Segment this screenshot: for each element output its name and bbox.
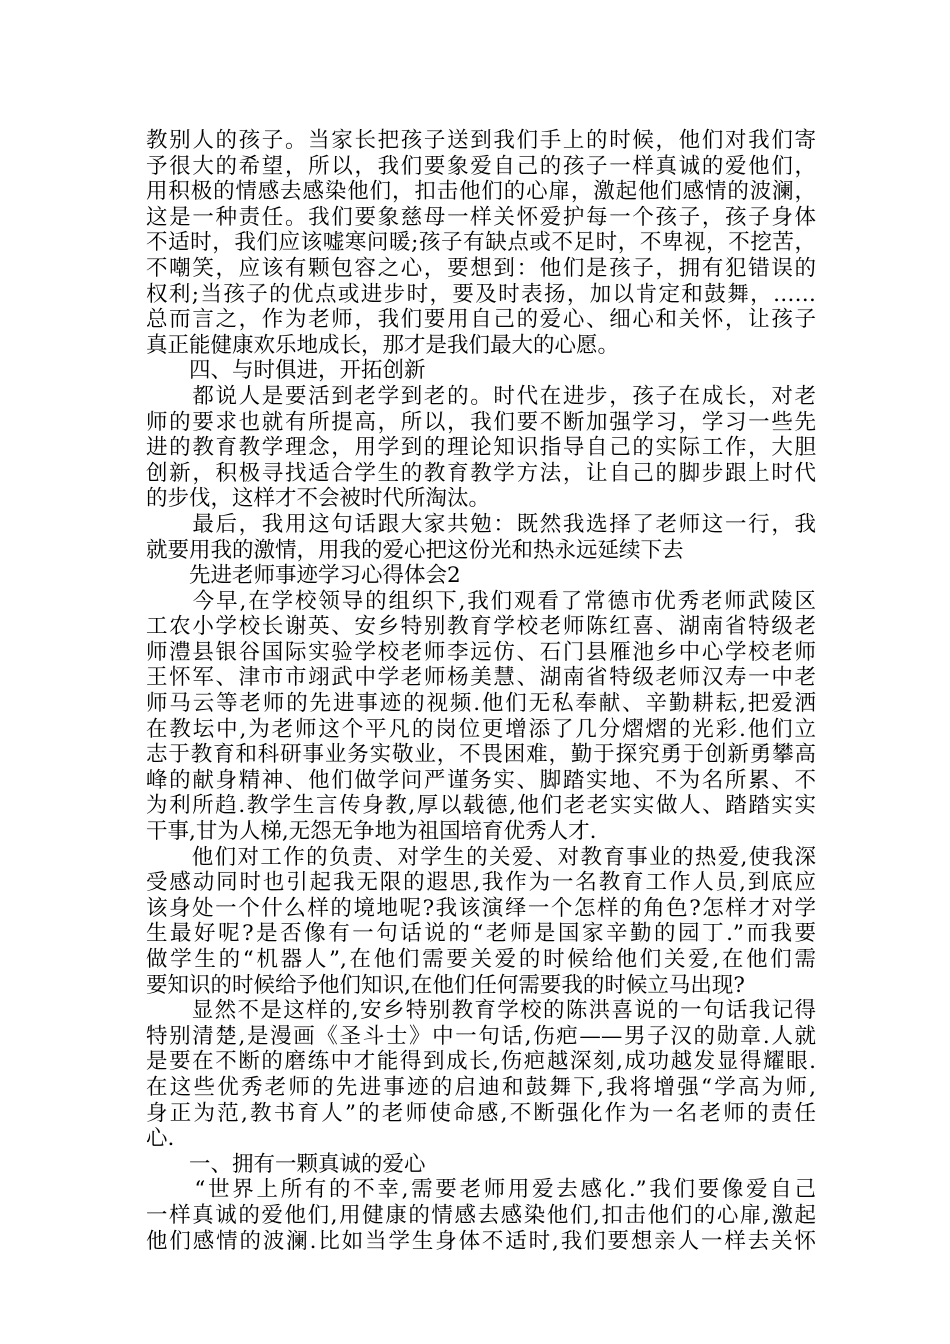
- text-line: 师马云等老师的先进事迹的视频.他们无私奉献、辛勤耕耘,把爱洒: [146, 691, 816, 717]
- text-line: 一、拥有一颗真诚的爱心: [146, 1151, 426, 1177]
- text-line: 就要用我的激情，用我的爱心把这份光和热永远延续下去: [146, 537, 684, 563]
- text-line: 身正为范,教书育人”的老师使命感,不断强化作为一名老师的责任: [146, 1100, 816, 1126]
- text-line: 要知识的时候给予他们知识,在他们任何需要我的时候立马出现?: [146, 972, 745, 998]
- text-line: 总而言之，作为老师，我们要用自己的爱心、细心和关怀，让孩子: [146, 307, 816, 333]
- text-line: 先进老师事迹学习心得体会2: [146, 563, 461, 589]
- text-line: 予很大的希望，所以，我们要象爱自己的孩子一样真诚的爱他们，: [146, 153, 816, 179]
- text-line: 一样真诚的爱他们,用健康的情感去感染他们,扣击他们的心扉,激起: [146, 1202, 816, 1228]
- text-line: 显然不是这样的,安乡特别教育学校的陈洪喜说的一句话我记得: [146, 998, 816, 1024]
- text-line: 是要在不断的磨练中才能得到成长,伤疤越深刻,成功越发显得耀眼.: [146, 1049, 816, 1075]
- text-line: 师的要求也就有所提高，所以，我们要不断加强学习，学习一些先: [146, 409, 816, 435]
- text-line: 不嘲笑，应该有颗包容之心，要想到：他们是孩子，拥有犯错误的: [146, 255, 816, 281]
- text-line: 在这些优秀老师的先进事迹的启迪和鼓舞下,我将增强“学高为师,: [146, 1074, 816, 1100]
- text-line: 在教坛中,为老师这个平凡的岗位更增添了几分熠熠的光彩.他们立: [146, 716, 816, 742]
- text-line: 工农小学校长谢英、安乡特别教育学校老师陈红喜、湖南省特级老: [146, 614, 816, 640]
- text-line: 的步伐，这样才不会被时代所淘汰。: [146, 486, 491, 512]
- text-line: 心.: [146, 1126, 175, 1152]
- text-line: 志于教育和科研事业务实敬业，不畏困难，勤于探究勇于创新勇攀高: [146, 742, 816, 768]
- text-line: 用积极的情感去感染他们，扣击他们的心扉，激起他们感情的波澜，: [146, 179, 816, 205]
- text-line: 不适时，我们应该嘘寒问暖;孩子有缺点或不足时，不卑视，不挖苦，: [146, 230, 816, 256]
- text-line: 受感动同时也引起我无限的遐思,我作为一名教育工作人员,到底应: [146, 870, 816, 896]
- text-line: 他们感情的波澜.比如当学生身体不适时,我们要想亲人一样去关怀: [146, 1228, 816, 1254]
- text-line: 他们对工作的负责、对学生的关爱、对教育事业的热爱,使我深: [146, 844, 816, 870]
- text-line: 峰的献身精神、他们做学问严谨务实、脚踏实地、不为名所累、不: [146, 767, 816, 793]
- text-line: 该身处一个什么样的境地呢?我该演绎一个怎样的角色?怎样才对学: [146, 895, 816, 921]
- text-line: 都说人是要活到老学到老的。时代在进步，孩子在成长，对老: [146, 383, 816, 409]
- text-line: 权利;当孩子的优点或进步时，要及时表扬，加以肯定和鼓舞，……: [146, 281, 816, 307]
- text-line: 真正能健康欢乐地成长，那才是我们最大的心愿。: [146, 332, 620, 358]
- text-line: 进的教育教学理念，用学到的理论知识指导自己的实际工作，大胆: [146, 435, 816, 461]
- text-line: 生最好呢?是否像有一句话说的“老师是国家辛勤的园丁.”而我要: [146, 921, 816, 947]
- document-body-text: [146, 128, 816, 1254]
- text-line: 干事,甘为人梯,无怨无争地为祖国培育优秀人才.: [146, 819, 597, 845]
- text-line: 今早,在学校领导的组织下,我们观看了常德市优秀老师武陵区: [146, 588, 816, 614]
- text-line: 教别人的孩子。当家长把孩子送到我们手上的时候，他们对我们寄: [146, 128, 816, 153]
- text-line: 四、与时俱进，开拓创新: [146, 358, 426, 384]
- text-line: 这是一种责任。我们要象慈母一样关怀爱护每一个孩子，孩子身体: [146, 204, 816, 230]
- text-line: 做学生的“机器人”,在他们需要关爱的时候给他们关爱,在他们需: [146, 947, 816, 972]
- text-line: 师澧县银谷国际实验学校老师李远仿、石门县雁池乡中心学校老师: [146, 639, 816, 665]
- text-line: “世界上所有的不幸,需要老师用爱去感化.”我们要像爱自己: [146, 1177, 816, 1203]
- text-line: 创新，积极寻找适合学生的教育教学方法，让自己的脚步跟上时代: [146, 460, 816, 486]
- text-line: 最后，我用这句话跟大家共勉：既然我选择了老师这一行，我: [146, 511, 816, 537]
- text-line: 王怀军、津市市翊武中学老师杨美慧、湖南省特级老师汉寿一中老: [146, 665, 816, 691]
- text-line: 为利所趋.教学生言传身教,厚以载德,他们老老实实做人、踏踏实实: [146, 793, 816, 819]
- text-line: 特别清楚,是漫画《圣斗士》中一句话,伤疤——男子汉的勋章.人就: [146, 1023, 816, 1049]
